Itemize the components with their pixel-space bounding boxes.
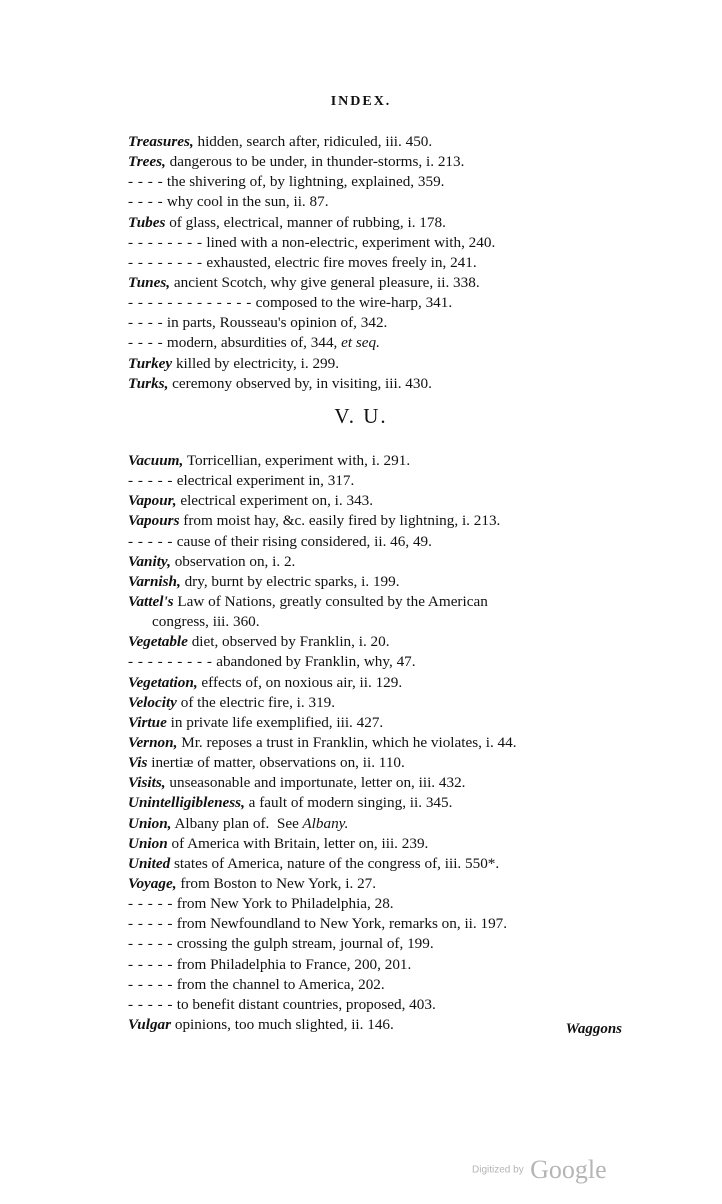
entry-text: from Newfoundland to New York, remarks on, ii. 197. <box>172 915 508 933</box>
entry-headword: Union <box>128 834 168 852</box>
entry-text: of the electric fire, i. 319. <box>176 693 336 711</box>
entry-text: unseasonable and importunate, letter on, iii. 432. <box>165 774 466 792</box>
entry-ditto-dashes: - - - - - <box>128 915 173 933</box>
index-entry <box>128 451 628 471</box>
entry-text: abandoned by Franklin, why, 47. <box>212 653 416 671</box>
entry-ditto-dashes: - - - - - - - - <box>128 233 203 251</box>
entry-headword: Vanity, <box>128 552 171 570</box>
entry-headword: Tubes <box>128 213 166 231</box>
entry-headword: United <box>128 854 171 872</box>
entry-text: hidden, search after, ridiculed, iii. 450. <box>193 133 433 150</box>
entry-text: diet, observed by Franklin, i. 20. <box>187 633 390 651</box>
index-entry <box>128 293 628 313</box>
index-entry <box>128 532 628 552</box>
entry-text: crossing the gulph stream, journal of, 199. <box>172 935 434 953</box>
entry-text: from the channel to America, 202. <box>172 975 385 993</box>
digitized-watermark <box>472 1155 607 1185</box>
entry-text: inertiæ of matter, observations on, ii. 110. <box>147 754 405 772</box>
index-entry <box>128 253 628 273</box>
index-entry <box>128 673 628 693</box>
index-block-v <box>128 451 628 1035</box>
entry-headword: Varnish, <box>128 572 181 590</box>
entry-headword: Vegetation, <box>128 673 198 691</box>
entry-text: cause of their rising considered, ii. 46, 49. <box>172 532 432 550</box>
index-entry <box>128 632 628 652</box>
entry-text: modern, absurdities of, 344, <box>163 334 338 352</box>
entry-italic-reference: et seq. <box>337 334 380 352</box>
entry-headword: Vis <box>128 754 148 772</box>
entry-ditto-dashes: - - - - - - - - - <box>128 653 213 671</box>
index-block-t <box>128 132 628 394</box>
entry-headword: Vernon, <box>128 733 178 751</box>
entry-text: of America with Britain, letter on, iii. 239. <box>167 834 429 852</box>
entry-text: in parts, Rousseau's opinion of, 342. <box>163 314 388 332</box>
entry-ditto-dashes: - - - - - - - - - - - - - <box>128 294 252 312</box>
index-entry <box>128 374 628 394</box>
index-entry <box>128 313 628 333</box>
entry-text: exhausted, electric fire moves freely in, 241. <box>202 253 477 271</box>
watermark-small-text: Digitized by <box>472 1164 524 1176</box>
entry-ditto-dashes: - - - - - <box>128 895 173 913</box>
index-entry <box>128 471 628 491</box>
entry-ditto-dashes: - - - - <box>128 173 164 191</box>
entry-ditto-dashes: - - - - - - - - <box>128 253 203 271</box>
entry-text: the shivering of, by lightning, explained, 359. <box>163 173 445 191</box>
entry-text: electrical experiment on, i. 343. <box>176 492 374 510</box>
entry-text: states of America, nature of the congress of, iii. 550*. <box>170 854 500 872</box>
index-entry <box>128 914 628 934</box>
entry-text: dangerous to be under, in thunder-storms, i. 213. <box>165 153 465 171</box>
entry-headword: Trees, <box>128 153 166 171</box>
entry-headword: Turkey <box>128 354 173 372</box>
index-entry <box>128 713 628 733</box>
index-entry <box>128 172 628 192</box>
entry-text: electrical experiment in, 317. <box>172 472 355 490</box>
entry-headword: Treasures, <box>128 133 194 150</box>
index-entry <box>128 192 628 212</box>
entry-ditto-dashes: - - - - <box>128 314 164 332</box>
entry-text: from New York to Philadelphia, 28. <box>172 895 394 913</box>
entry-text: in private life exemplified, iii. 427. <box>166 713 384 731</box>
index-entry <box>128 152 628 172</box>
entry-text: killed by electricity, i. 299. <box>172 354 340 372</box>
running-head: INDEX. <box>330 94 392 109</box>
entry-text: effects of, on noxious air, ii. 129. <box>197 673 403 691</box>
catchword: Waggons <box>565 1021 622 1037</box>
entry-headword: Velocity <box>128 693 177 711</box>
entry-text: from Philadelphia to France, 200, 201. <box>172 955 412 973</box>
entry-ditto-dashes: - - - - - <box>128 995 173 1013</box>
index-entry <box>128 213 628 233</box>
index-entry <box>128 793 628 813</box>
entry-headword: Turks, <box>128 374 169 392</box>
entry-text: to benefit distant countries, proposed, 403. <box>172 995 436 1013</box>
index-entry <box>128 894 628 914</box>
entry-headword: Vegetable <box>128 633 188 651</box>
entry-text: lined with a non-electric, experiment with, 240. <box>202 233 496 251</box>
entry-ditto-dashes: - - - - <box>128 334 164 352</box>
index-entry <box>128 733 628 753</box>
entry-ditto-dashes: - - - - - <box>128 975 173 993</box>
index-entry <box>128 773 628 793</box>
entry-text: observation on, i. 2. <box>170 552 296 570</box>
index-entry <box>128 693 628 713</box>
entry-text: from Boston to New York, i. 27. <box>176 874 377 892</box>
entry-headword: Visits, <box>128 774 166 792</box>
entry-ditto-dashes: - - - - <box>128 193 164 211</box>
entry-text: ceremony observed by, in visiting, iii. 430. <box>168 374 432 392</box>
index-entry <box>128 612 628 632</box>
section-heading: V. U. <box>334 404 388 428</box>
index-entry <box>128 995 628 1015</box>
entry-ditto-dashes: - - - - - <box>128 532 173 550</box>
index-entry <box>128 354 628 374</box>
entry-text: Law of Nations, greatly consulted by the American <box>173 592 488 610</box>
entry-headword: Unintelligibleness, <box>128 794 245 812</box>
index-entry <box>128 834 628 854</box>
entry-headword: Union, <box>128 814 172 832</box>
entry-text: Albany plan of. See <box>171 814 299 832</box>
entry-text: Mr. reposes a trust in Franklin, which he violates, i. 44. <box>177 733 517 751</box>
entry-ditto-dashes: - - - - - <box>128 955 173 973</box>
entry-text: from moist hay, &c. easily fired by lightning, i. 213. <box>179 512 501 530</box>
entry-headword: Virtue <box>128 713 167 731</box>
entry-italic-reference: Albany. <box>298 814 349 832</box>
index-entry <box>128 333 628 353</box>
index-entry <box>128 233 628 253</box>
entry-headword: Tunes, <box>128 273 171 291</box>
entry-headword: Vapours <box>128 512 180 530</box>
entry-headword: Vapour, <box>128 492 177 510</box>
entry-text: congress, iii. 360. <box>152 613 260 631</box>
index-entry <box>128 652 628 672</box>
google-logo: Google <box>530 1155 607 1184</box>
entry-ditto-dashes: - - - - - <box>128 935 173 953</box>
index-entry <box>128 814 628 834</box>
index-entry <box>128 854 628 874</box>
entry-text: of glass, electrical, manner of rubbing, i. 178. <box>165 213 446 231</box>
index-entry <box>128 1015 628 1035</box>
index-entry <box>128 753 628 773</box>
index-entry <box>128 955 628 975</box>
entry-text: Torricellian, experiment with, i. 291. <box>183 452 411 469</box>
entry-headword: Vacuum, <box>128 452 184 469</box>
index-entry <box>128 572 628 592</box>
index-entry <box>128 273 628 293</box>
entry-text: composed to the wire-harp, 341. <box>251 294 453 312</box>
index-entry <box>128 874 628 894</box>
entry-text: dry, burnt by electric sparks, i. 199. <box>180 572 400 590</box>
entry-headword: Vattel's <box>128 592 174 610</box>
index-entry <box>128 552 628 572</box>
entry-headword: Vulgar <box>128 1015 172 1033</box>
entry-text: a fault of modern singing, ii. 345. <box>244 794 453 812</box>
entry-ditto-dashes: - - - - - <box>128 472 173 490</box>
entry-text: why cool in the sun, ii. 87. <box>163 193 329 211</box>
index-entry <box>128 975 628 995</box>
index-entry <box>128 491 628 511</box>
entry-text: opinions, too much slighted, ii. 146. <box>171 1015 394 1033</box>
index-entry <box>128 132 628 152</box>
entry-headword: Voyage, <box>128 874 177 892</box>
index-entry <box>128 592 628 612</box>
entry-text: ancient Scotch, why give general pleasure, ii. 338. <box>170 273 480 291</box>
index-entry <box>128 511 628 531</box>
index-entry <box>128 934 628 954</box>
